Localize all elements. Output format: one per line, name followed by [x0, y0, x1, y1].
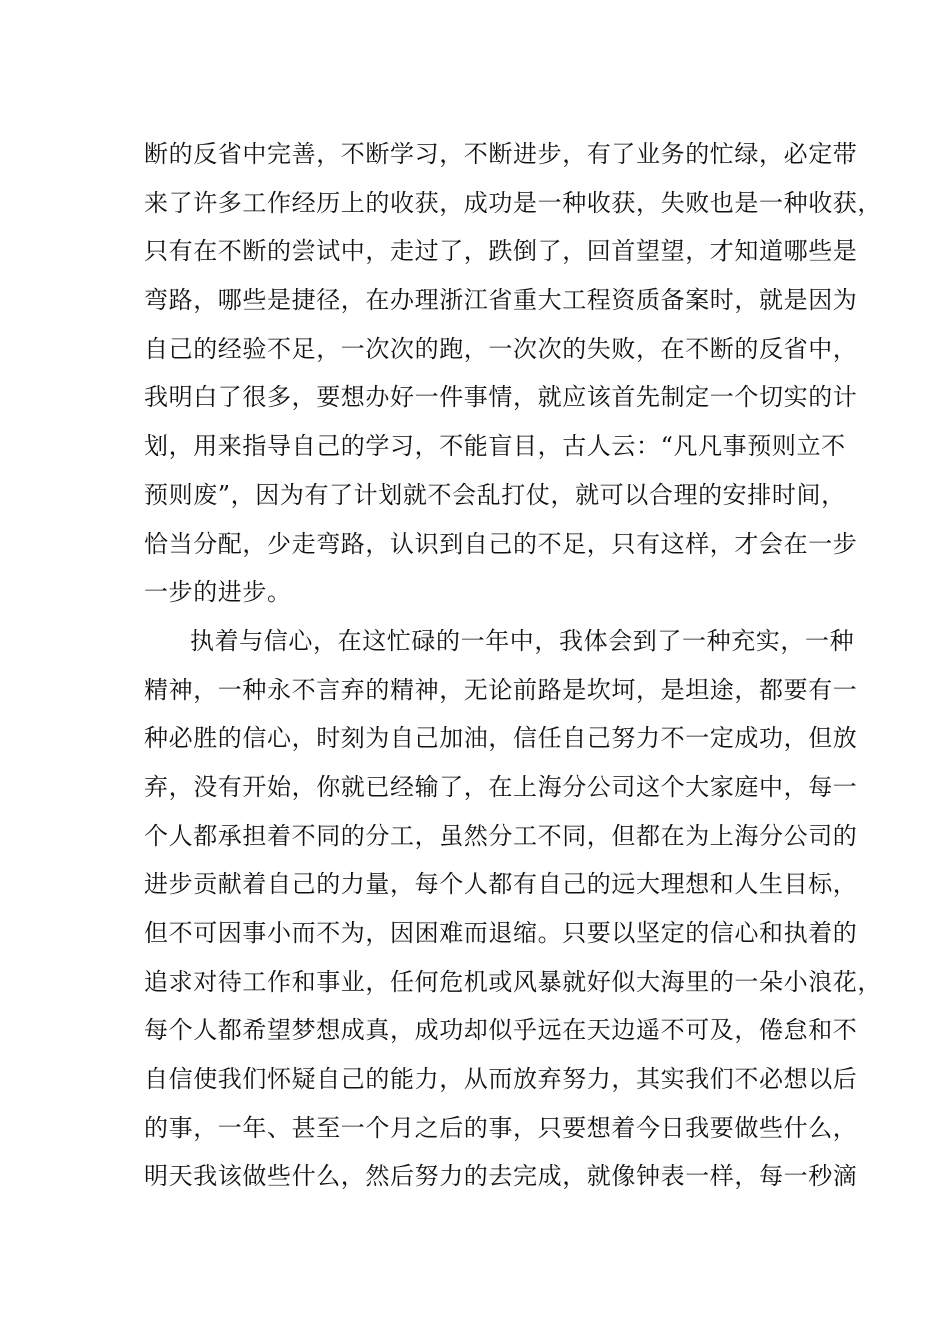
text-line: 弯路，哪些是捷径，在办理浙江省重大工程资质备案时，就是因为 [144, 286, 858, 315]
text-line: 断的反省中完善，不断学习，不断进步，有了业务的忙绿，必定带 [144, 140, 858, 168]
text-line: 执着与信心，在这忙碌的一年中，我体会到了一种充实，一种 [190, 626, 855, 655]
text-line: 来了许多工作经历上的收获，成功是一种收获，失败也是一种收获， [144, 188, 882, 217]
text-line: 精神，一种永不言弃的精神，无论前路是坎坷，是坦途，都要有一 [144, 675, 858, 704]
text-line: 一步的进步。 [144, 578, 292, 607]
text-line: 每个人都希望梦想成真，成功却似乎远在天边遥不可及，倦怠和不 [144, 1016, 858, 1045]
text-line: 恰当分配，少走弯路，认识到自己的不足，只有这样，才会在一步 [144, 529, 858, 558]
text-line: 我明白了很多，要想办好一件事情，就应该首先制定一个切实的计 [144, 383, 858, 412]
text-line: 预则废”，因为有了计划就不会乱打仗，就可以合理的安排时间， [144, 480, 846, 509]
text-line: 划，用来指导自己的学习，不能盲目，古人云：“凡凡事预则立不 [144, 432, 846, 461]
text-line: 但不可因事小而不为，因困难而退缩。只要以坚定的信心和执着的 [144, 919, 858, 947]
text-line: 自信使我们怀疑自己的能力，从而放弃努力，其实我们不必想以后 [144, 1065, 858, 1094]
text-line: 只有在不断的尝试中，走过了，跌倒了，回首望望，才知道哪些是 [144, 237, 858, 266]
text-line: 自己的经验不足，一次次的跑，一次次的失败，在不断的反省中， [144, 334, 858, 363]
text-line: 个人都承担着不同的分工，虽然分工不同，但都在为上海分公司的 [144, 821, 858, 850]
text-line: 弃，没有开始，你就已经输了，在上海分公司这个大家庭中，每一 [144, 772, 858, 801]
paragraph-2 [144, 619, 882, 1203]
text-line: 种必胜的信心，时刻为自己加油，信任自己努力不一定成功，但放 [144, 724, 858, 753]
text-line: 的事，一年、甚至一个月之后的事，只要想着今日我要做些什么， [144, 1113, 858, 1142]
text-line: 明天我该做些什么，然后努力的去完成，就像钟表一样，每一秒滴 [144, 1162, 858, 1191]
text-line: 追求对待工作和事业，任何危机或风暴就好似大海里的一朵小浪花， [144, 967, 882, 996]
text-line: 进步贡献着自己的力量，每个人都有自己的远大理想和人生目标， [144, 870, 858, 899]
paragraph-1 [144, 132, 882, 619]
document-body [144, 132, 882, 1203]
